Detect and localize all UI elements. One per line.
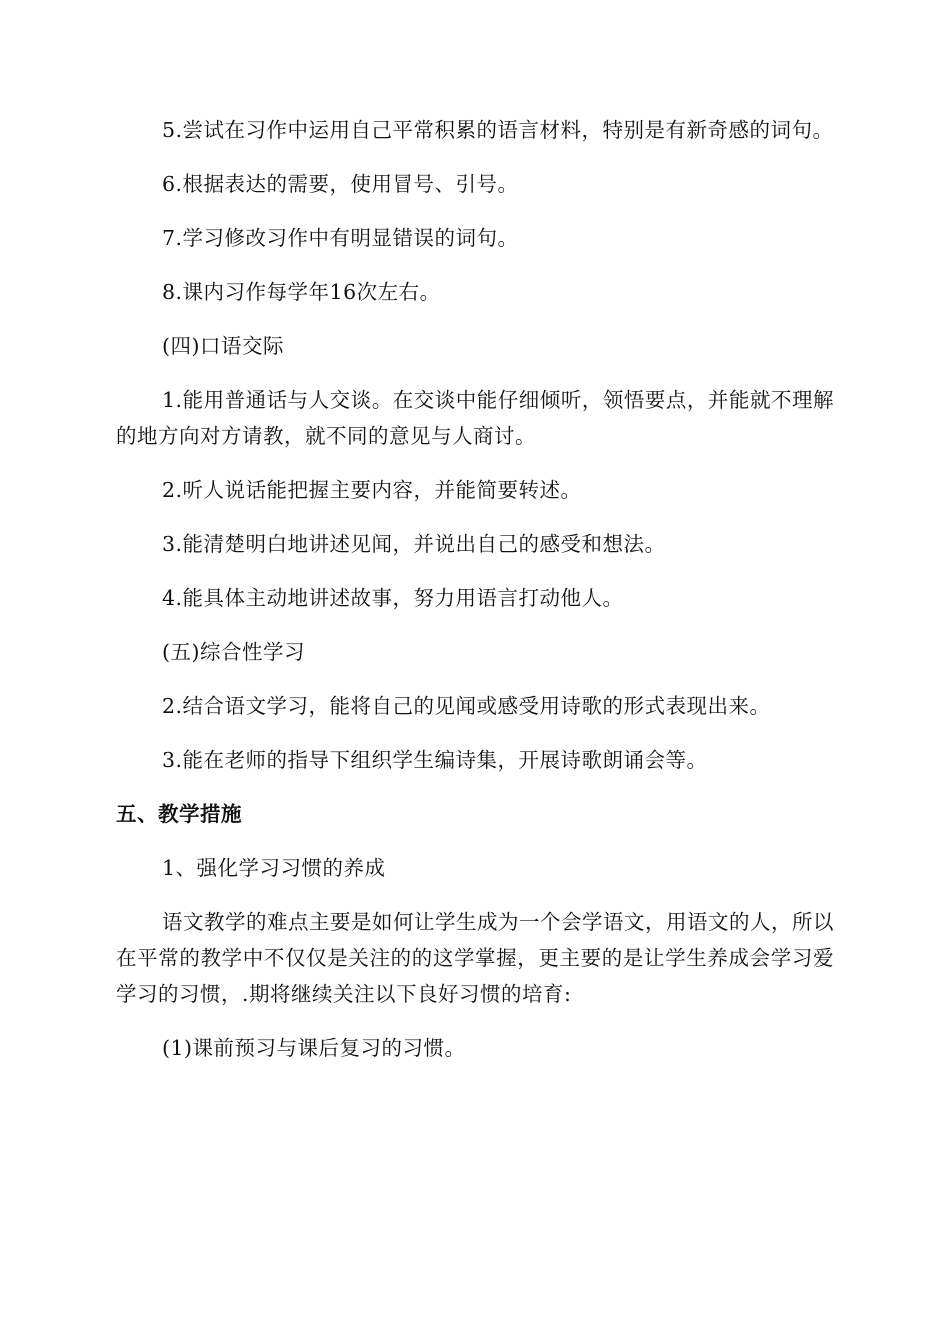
paragraph-habit-1: (1)课前预习与课后复习的习惯。 [162,1036,466,1060]
subheading-study-habits: 1、强化学习习惯的养成 [162,856,386,880]
paragraph-oral-3: 3.能清楚明白地讲述见闻，并说出自己的感受和想法。 [162,532,666,556]
paragraph-item-6: 6.根据表达的需要，使用冒号、引号。 [162,172,519,196]
paragraph-item-5: 5.尝试在习作中运用自己平常积累的语言材料，特别是有新奇感的词句。 [162,118,834,142]
paragraph-oral-4: 4.能具体主动地讲述故事，努力用语言打动他人。 [162,586,624,610]
section-heading: 五、教学措施 [116,802,242,826]
subheading-oral-communication: (四)口语交际 [162,334,284,358]
paragraph-oral-1: 1.能用普通话与人交谈。在交谈中能仔细倾听，领悟要点，并能就不理解的地方向对方请教，就不同的意见与人商讨。 [116,388,834,448]
paragraph-item-7: 7.学习修改习作中有明显错误的词句。 [162,226,519,250]
document-page [116,112,834,1084]
paragraph-teaching-difficulty: 语文教学的难点主要是如何让学生成为一个会学语文，用语文的人，所以在平常的教学中不仅仅是关注的的这学掌握，更主要的是让学生养成会学习爱学习的习惯，.期将继续关注以下良好习惯的培育: [116,910,834,1006]
paragraph-comprehensive-2: 2.结合语文学习，能将自己的见闻或感受用诗歌的形式表现出来。 [162,694,771,718]
paragraph-oral-2: 2.听人说话能把握主要内容，并能简要转述。 [162,478,582,502]
subheading-comprehensive-learning: (五)综合性学习 [162,640,305,664]
paragraph-item-8: 8.课内习作每学年16次左右。 [162,280,441,304]
paragraph-comprehensive-3: 3.能在老师的指导下组织学生编诗集，开展诗歌朗诵会等。 [162,748,708,772]
